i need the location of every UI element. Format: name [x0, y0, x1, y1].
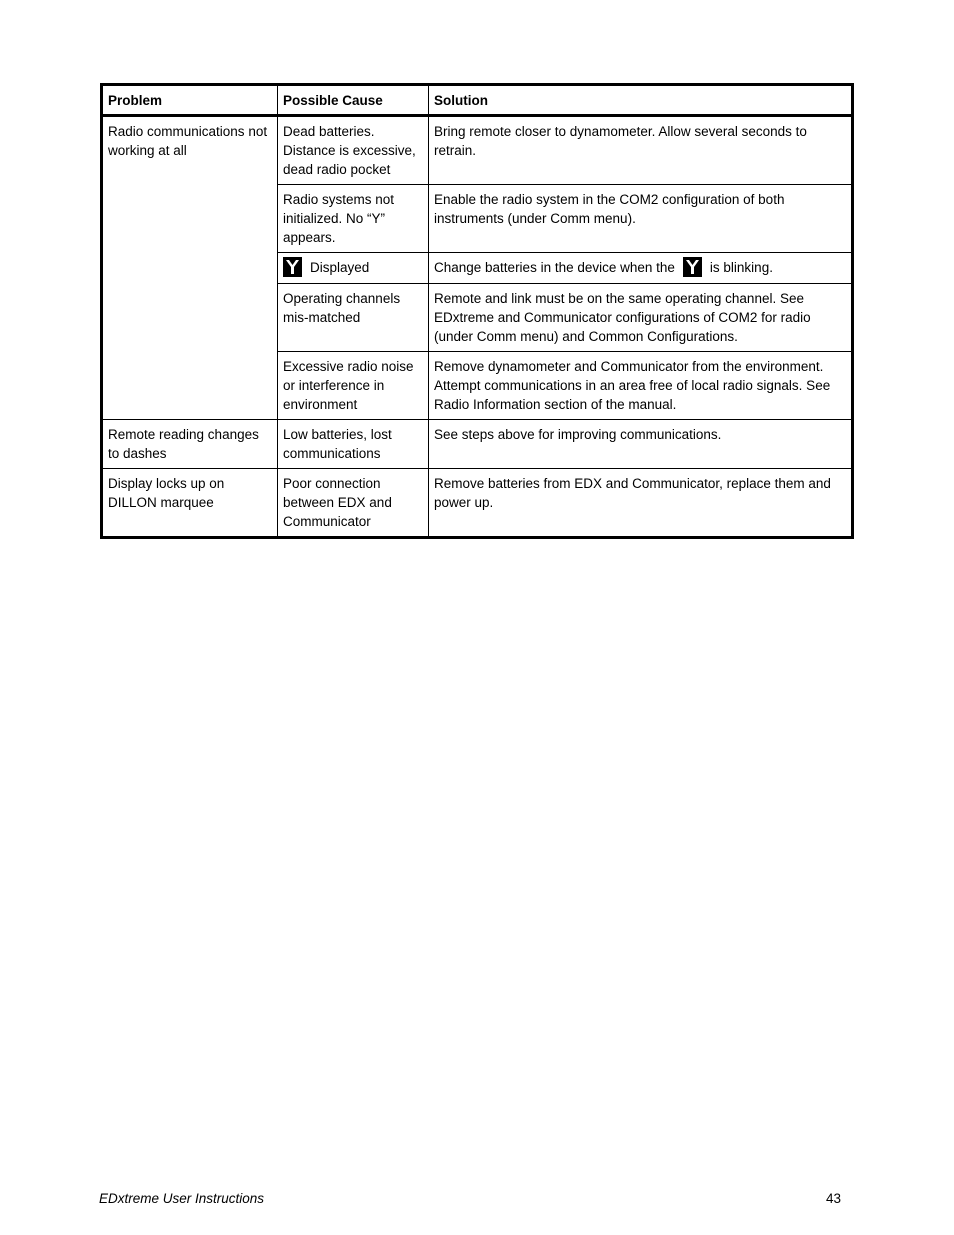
- cause-cell: Dead batteries. Distance is excessive, dead radio pocket: [278, 116, 429, 185]
- cause-cell: Operating channels mis-matched: [278, 284, 429, 352]
- problem-cell: Remote reading changes to dashes: [102, 420, 278, 469]
- cause-cell: Low batteries, lost communications: [278, 420, 429, 469]
- cause-cell: Radio systems not initialized. No “Y” appears.: [278, 185, 429, 253]
- cause-cell: [278, 253, 429, 284]
- table-row: [102, 469, 853, 538]
- header-possible-cause: Possible Cause: [278, 85, 429, 116]
- cause-displayed-label: Displayed: [310, 260, 370, 275]
- solution-cell: Bring remote closer to dynamometer. Allow several seconds to retrain.: [429, 116, 853, 185]
- solution-text-after: is blinking.: [709, 260, 773, 275]
- table-row: [102, 116, 853, 185]
- cause-cell: Excessive radio noise or interference in environment: [278, 352, 429, 420]
- table-row: [102, 420, 853, 469]
- footer-document-title: EDxtreme User Instructions: [99, 1191, 265, 1206]
- troubleshooting-table: [100, 83, 854, 539]
- solution-cell: Remove batteries from EDX and Communicator, replace them and power up.: [429, 469, 853, 538]
- radio-signal-y-icon: [283, 257, 302, 277]
- solution-cell: Enable the radio system in the COM2 configuration of both instruments (under Comm menu).: [429, 185, 853, 253]
- header-solution: Solution: [429, 85, 853, 116]
- solution-cell: [429, 253, 853, 284]
- problem-cell: Display locks up on DILLON marquee: [102, 469, 278, 538]
- cause-cell: Poor connection between EDX and Communicator: [278, 469, 429, 538]
- problem-cell: Radio communications not working at all: [102, 116, 278, 420]
- table-header-row: [102, 85, 853, 116]
- solution-cell: Remove dynamometer and Communicator from the environment. Attempt communications in an area free of local radio signals. See Radio Information section of the manual.: [429, 352, 853, 420]
- header-problem: Problem: [102, 85, 278, 116]
- footer-page-number: 43: [826, 1191, 842, 1206]
- solution-cell: See steps above for improving communications.: [429, 420, 853, 469]
- solution-text-before: Change batteries in the device when the: [434, 260, 675, 275]
- radio-signal-y-icon: [683, 257, 702, 277]
- solution-cell: Remote and link must be on the same operating channel. See EDxtreme and Communicator configurations of COM2 for radio (under Comm menu) and Common Configurations.: [429, 284, 853, 352]
